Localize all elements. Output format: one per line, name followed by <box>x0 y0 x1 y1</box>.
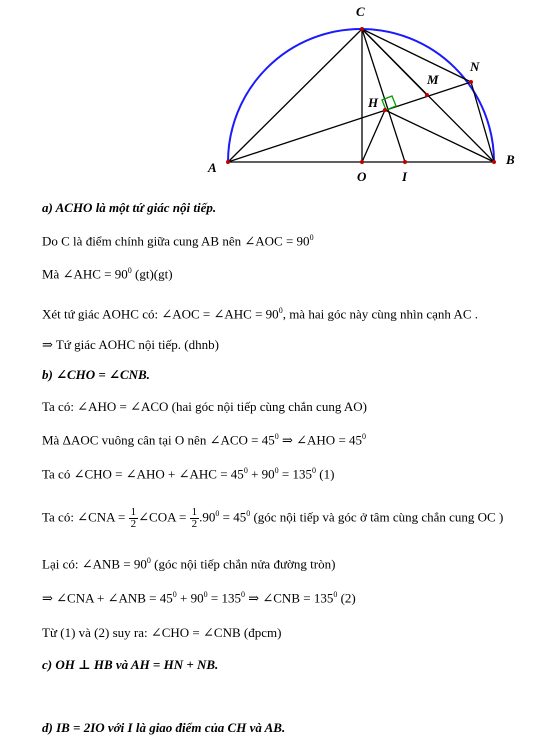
label-A: A <box>208 160 217 175</box>
point-C <box>360 27 364 31</box>
text-line: Mà ∠AHC = $90^0$ (gt)(gt) <box>42 266 173 282</box>
geometry-figure <box>0 0 560 195</box>
text-line: Ta có ∠CHO = ∠AHO + ∠AHC = $45^0 + 90^0 = 135^0$ (1) <box>42 466 335 482</box>
segment-CN <box>362 29 471 82</box>
text-line: Ta có: ∠AHO = ∠ACO (hai góc nội tiếp cùng chắn cung AO) <box>42 399 367 414</box>
part-d-title: d) IB = 2IO với I là giao điểm của CH và AB. <box>42 720 286 735</box>
point-O <box>360 160 364 164</box>
point-N <box>469 80 473 84</box>
text-line: ⇒ ∠CNA + ∠ANB = $45^0 + 90^0 = 135^0$ ⇒ ∠CNB = $135^0$ (2) <box>42 590 356 606</box>
text-line: Ta có: ∠CNA = $\frac{1}{2}$ ∠COA = $\frac{1}{2}$ $.90^0 = 45^0$ (góc nội tiếp và góc ở tâm cùng chắn cung OC ) <box>42 506 504 530</box>
label-B: B <box>506 152 515 167</box>
segment-AN <box>228 82 471 162</box>
point-A <box>226 160 230 164</box>
fraction-half: $\frac{1}{2}$ <box>130 506 137 530</box>
fraction-half: $\frac{1}{2}$ <box>191 506 198 530</box>
part-a-title: a) ACHO là một tứ giác nội tiếp. <box>42 200 217 215</box>
label-C: C <box>356 4 365 19</box>
text-line: Lại có: ∠ANB = $90^0$ (góc nội tiếp chắn nửa đường tròn) <box>42 556 336 572</box>
segment-HB <box>385 110 494 162</box>
text-line: Do C là điểm chính giữa cung AB nên ∠AOC = $90^0$ <box>42 233 314 249</box>
label-M: M <box>427 72 439 87</box>
text-line: Từ (1) và (2) suy ra: ∠CHO = ∠CNB (đpcm) <box>42 625 282 640</box>
point-H <box>383 108 387 112</box>
part-c-title: c) OH ⊥ HB và AH = HN + NB. <box>42 657 219 672</box>
point-I <box>403 160 407 164</box>
part-b-title: b) ∠CHO = ∠CNB. <box>42 367 150 382</box>
point-B <box>492 160 496 164</box>
label-N: N <box>470 59 480 74</box>
semicircle-arc <box>228 29 494 162</box>
label-H: H <box>368 95 379 110</box>
segment-CM <box>362 29 427 95</box>
point-M <box>425 93 429 97</box>
label-I: I <box>402 169 408 184</box>
text-line: ⇒ Tứ giác AOHC nội tiếp. (dhnb) <box>42 337 219 352</box>
text-line: Xét tứ giác AOHC có: ∠AOC = ∠AHC = $90^0$, mà hai góc này cùng nhìn cạnh AC . <box>42 306 479 322</box>
text-line: Mà ΔAOC vuông cân tại O nên ∠ACO = $45^0$ ⇒ ∠AHO = $45^0$ <box>42 432 367 448</box>
segment-AC <box>228 29 362 162</box>
label-O: O <box>357 169 367 184</box>
segment-HO <box>362 110 385 162</box>
